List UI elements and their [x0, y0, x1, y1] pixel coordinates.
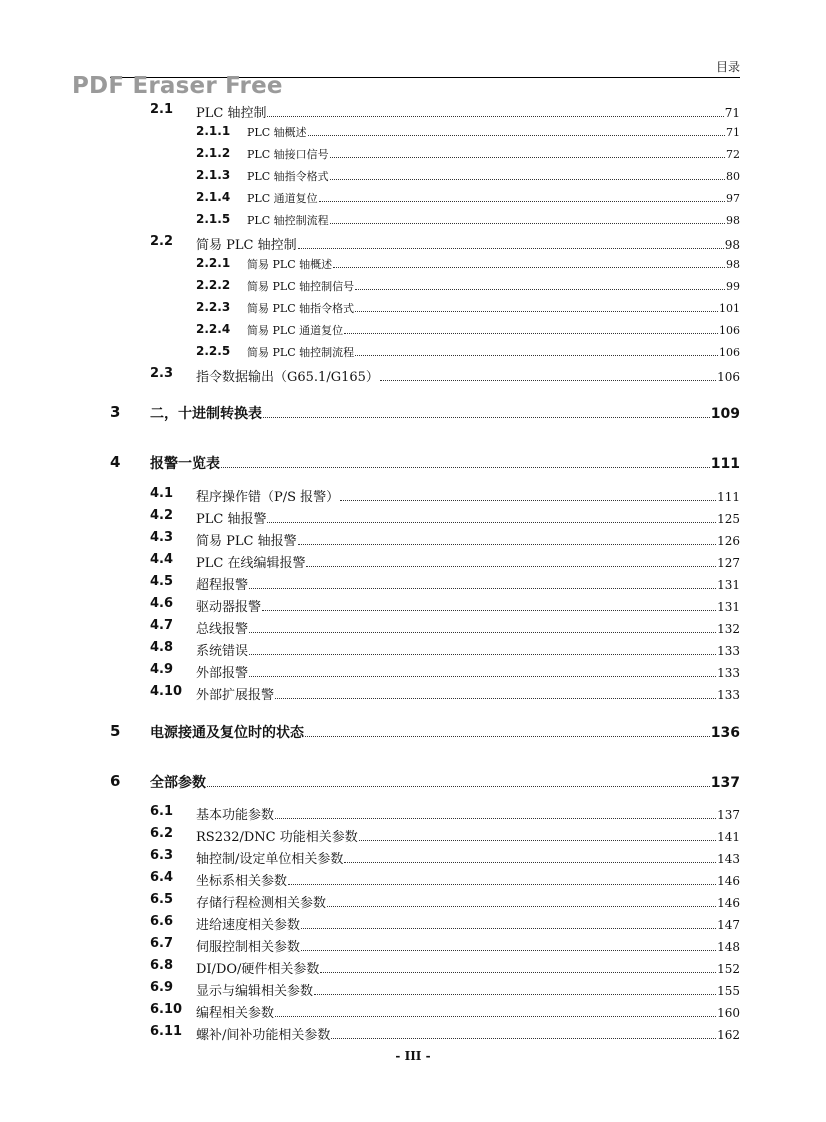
- toc-leader-dots: [301, 918, 716, 929]
- toc-leader-dots: [262, 600, 716, 611]
- toc-leader-dots: [319, 192, 725, 202]
- toc-entry-page: 106: [717, 370, 740, 384]
- toc-leader-dots: [249, 578, 716, 589]
- toc-entry-number: 2.3: [150, 366, 174, 381]
- toc-entry-number: 2.1.5: [196, 212, 231, 226]
- toc-leader-dots: [306, 556, 716, 567]
- toc-entry-number: 2.1.1: [196, 124, 231, 138]
- toc-leader-dots: [331, 1028, 716, 1039]
- toc-entry-number: 6.5: [150, 892, 174, 907]
- header-title: 目录: [715, 60, 740, 74]
- toc-entry-title: 螺补/间补功能相关参数: [196, 1028, 331, 1043]
- toc-entry-page: 146: [717, 896, 740, 910]
- toc-entry[interactable]: [0, 300, 740, 316]
- toc-entry-page: 106: [719, 324, 740, 337]
- toc-entry-page: 111: [710, 456, 740, 472]
- toc-entry-page: 148: [717, 940, 740, 954]
- toc-entry[interactable]: [0, 508, 740, 527]
- toc-entry-title: 二，十进制转换表: [150, 406, 262, 422]
- toc-entry-page: 111: [717, 490, 740, 504]
- toc-entry-title: 全部参数: [150, 775, 206, 791]
- watermark: PDF Eraser Free: [72, 73, 283, 99]
- toc-entry-page: 72: [726, 148, 740, 161]
- toc-entry-page: 160: [717, 1006, 740, 1020]
- toc-entry-number: 6.9: [150, 980, 174, 995]
- toc-entry-title: 简易 PLC 通道复位: [247, 324, 344, 337]
- toc-entry[interactable]: [0, 1002, 740, 1021]
- toc-leader-dots: [320, 962, 716, 973]
- toc-entry-page: 162: [717, 1028, 740, 1042]
- toc-entry-page: 131: [717, 600, 740, 614]
- toc-entry[interactable]: [0, 256, 740, 272]
- toc-entry-page: 147: [717, 918, 740, 932]
- toc-entry[interactable]: [0, 486, 740, 505]
- toc-leader-dots: [333, 258, 725, 268]
- toc-leader-dots: [267, 106, 723, 117]
- toc-entry-number: 2.1.4: [196, 190, 231, 204]
- toc-entry-page: 136: [710, 725, 740, 741]
- toc-entry-page: 98: [726, 214, 740, 227]
- toc-leader-dots: [301, 940, 716, 951]
- toc-entry-number: 6.6: [150, 914, 174, 929]
- toc-leader-dots: [275, 1006, 716, 1017]
- toc-entry[interactable]: [0, 870, 740, 889]
- toc-leader-dots: [298, 238, 724, 249]
- toc-entry-title: PLC 轴接口信号: [247, 148, 329, 161]
- toc-entry[interactable]: [0, 826, 740, 845]
- toc-entry-title: 系统错误: [196, 644, 249, 659]
- toc-entry-page: 155: [717, 984, 740, 998]
- toc-entry-title: PLC 在线编辑报警: [196, 556, 306, 571]
- toc-entry[interactable]: [0, 618, 740, 637]
- toc-entry[interactable]: [0, 596, 740, 615]
- toc-entry-page: 101: [719, 302, 740, 315]
- toc-leader-dots: [288, 874, 716, 885]
- toc-leader-dots: [330, 170, 725, 180]
- toc-entry-number: 3: [110, 403, 121, 421]
- toc-entry-number: 4.4: [150, 552, 174, 567]
- toc-entry-page: 131: [717, 578, 740, 592]
- toc-entry-number: 2.2: [150, 234, 174, 249]
- toc-entry[interactable]: [0, 190, 740, 206]
- toc-entry-page: 152: [717, 962, 740, 976]
- toc-entry[interactable]: [0, 936, 740, 955]
- toc-entry-number: 2.2.3: [196, 300, 231, 314]
- toc-entry-page: 127: [717, 556, 740, 570]
- toc-entry-title: 指令数据输出（G65.1/G165）: [196, 370, 379, 385]
- toc-leader-dots: [327, 896, 716, 907]
- toc-leader-dots: [314, 984, 716, 995]
- toc-entry-title: 基本功能参数: [196, 808, 275, 823]
- toc-entry-title: 超程报警: [196, 578, 249, 593]
- toc-leader-dots: [355, 346, 718, 356]
- toc-entry-title: 简易 PLC 轴报警: [196, 534, 297, 549]
- toc-entry-title: 驱动器报警: [196, 600, 262, 615]
- toc-entry-number: 4.7: [150, 618, 174, 633]
- toc-leader-dots: [380, 370, 716, 381]
- toc-entry[interactable]: [0, 552, 740, 571]
- toc-entry[interactable]: [0, 684, 740, 703]
- toc-leader-dots: [355, 302, 718, 312]
- toc-entry-number: 4.5: [150, 574, 174, 589]
- toc-entry-number: 2.2.4: [196, 322, 231, 336]
- toc-entry-number: 6.2: [150, 826, 174, 841]
- toc-entry-page: 137: [717, 808, 740, 822]
- toc-entry-page: 71: [726, 126, 740, 139]
- toc-entry[interactable]: [0, 892, 740, 911]
- toc-leader-dots: [355, 280, 725, 290]
- toc-entry-page: 133: [717, 666, 740, 680]
- toc-entry-number: 4.9: [150, 662, 174, 677]
- toc-entry-page: 126: [717, 534, 740, 548]
- toc-leader-dots: [249, 666, 716, 677]
- toc-entry-title: PLC 轴控制流程: [247, 214, 329, 227]
- toc-entry-page: 80: [726, 170, 740, 183]
- toc-entry-number: 6.1: [150, 804, 174, 819]
- toc-entry-title: 程序操作错（P/S 报警）: [196, 490, 340, 505]
- toc-entry-title: 简易 PLC 轴控制流程: [247, 346, 355, 359]
- toc-leader-dots: [275, 808, 716, 819]
- toc-entry-title: 外部扩展报警: [196, 688, 275, 703]
- toc-entry-title: DI/DO/硬件相关参数: [196, 962, 320, 977]
- toc-entry[interactable]: [0, 453, 740, 473]
- toc-entry-title: 显示与编辑相关参数: [196, 984, 314, 999]
- toc-entry-number: 5: [110, 722, 121, 740]
- toc-entry-page: 97: [726, 192, 740, 205]
- toc-leader-dots: [207, 774, 710, 787]
- toc-entry-number: 6.10: [150, 1002, 183, 1017]
- toc-entry-title: 轴控制/设定单位相关参数: [196, 852, 344, 867]
- toc-entry[interactable]: [0, 322, 740, 338]
- toc-leader-dots: [249, 622, 716, 633]
- toc-entry[interactable]: [0, 366, 740, 385]
- toc-entry-number: 4.10: [150, 684, 183, 699]
- toc-entry-title: 伺服控制相关参数: [196, 940, 301, 955]
- toc-leader-dots: [344, 852, 716, 863]
- toc-entry-page: 109: [710, 406, 740, 422]
- toc-entry-page: 141: [717, 830, 740, 844]
- toc-entry[interactable]: [0, 234, 740, 253]
- toc-entry-page: 125: [717, 512, 740, 526]
- toc-entry-number: 2.1.3: [196, 168, 231, 182]
- toc-entry-page: 98: [724, 238, 740, 252]
- toc-entry-number: 6: [110, 772, 121, 790]
- toc-entry[interactable]: [0, 403, 740, 423]
- toc-entry-title: PLC 轴概述: [247, 126, 307, 139]
- toc-entry-page: 143: [717, 852, 740, 866]
- toc-entry[interactable]: [0, 124, 740, 140]
- toc-entry-number: 6.7: [150, 936, 174, 951]
- toc-entry-title: 进给速度相关参数: [196, 918, 301, 933]
- toc-entry[interactable]: [0, 914, 740, 933]
- toc-leader-dots: [305, 724, 710, 737]
- toc-leader-dots: [221, 455, 710, 468]
- toc-entry-title: PLC 轴指令格式: [247, 170, 329, 183]
- page-number: - III -: [395, 1049, 431, 1063]
- toc-leader-dots: [298, 534, 717, 545]
- toc-entry-title: 外部报警: [196, 666, 249, 681]
- toc-leader-dots: [275, 688, 716, 699]
- toc-entry-number: 4: [110, 453, 121, 471]
- toc-entry-title: 简易 PLC 轴概述: [247, 258, 333, 271]
- toc-leader-dots: [263, 405, 710, 418]
- toc-entry-page: 133: [717, 644, 740, 658]
- toc-entry[interactable]: [0, 722, 740, 742]
- toc-entry[interactable]: [0, 640, 740, 659]
- toc-entry-number: 4.8: [150, 640, 174, 655]
- toc-entry-page: 146: [717, 874, 740, 888]
- toc-entry-title: PLC 轴报警: [196, 512, 267, 527]
- toc-entry-page: 137: [710, 775, 740, 791]
- toc-entry-title: PLC 通道复位: [247, 192, 318, 205]
- toc-entry[interactable]: [0, 212, 740, 228]
- toc-entry-title: 简易 PLC 轴控制信号: [247, 280, 355, 293]
- toc-leader-dots: [330, 148, 725, 158]
- toc-entry-number: 4.6: [150, 596, 174, 611]
- toc-entry-title: 存储行程检测相关参数: [196, 896, 327, 911]
- toc-entry-number: 6.8: [150, 958, 174, 973]
- toc-entry-title: 总线报警: [196, 622, 249, 637]
- toc-entry[interactable]: [0, 168, 740, 184]
- toc-leader-dots: [340, 490, 716, 501]
- toc-entry-page: 71: [724, 106, 740, 120]
- toc-entry-number: 2.2.5: [196, 344, 231, 358]
- toc-leader-dots: [359, 830, 716, 841]
- toc-entry[interactable]: [0, 662, 740, 681]
- toc-entry-number: 2.2.1: [196, 256, 231, 270]
- toc-entry[interactable]: [0, 804, 740, 823]
- toc-entry-page: 106: [719, 346, 740, 359]
- toc-entry-number: 4.2: [150, 508, 174, 523]
- toc-entry-title: 电源接通及复位时的状态: [150, 725, 304, 741]
- toc-entry[interactable]: [0, 1024, 740, 1043]
- toc-entry-title: 简易 PLC 轴控制: [196, 238, 297, 253]
- toc-leader-dots: [344, 324, 718, 334]
- toc-leader-dots: [267, 512, 716, 523]
- toc-leader-dots: [330, 214, 725, 224]
- toc-entry-page: 99: [726, 280, 740, 293]
- toc-entry-number: 4.3: [150, 530, 174, 545]
- toc-entry-page: 98: [726, 258, 740, 271]
- toc-entry-page: 132: [717, 622, 740, 636]
- toc-entry-title: 坐标系相关参数: [196, 874, 288, 889]
- toc-entry[interactable]: [0, 102, 740, 121]
- toc-entry-title: 报警一览表: [150, 456, 220, 472]
- toc-entry-page: 133: [717, 688, 740, 702]
- toc-entry-number: 4.1: [150, 486, 174, 501]
- toc-entry[interactable]: [0, 344, 740, 360]
- toc-entry-number: 2.1.2: [196, 146, 231, 160]
- toc-entry[interactable]: [0, 278, 740, 294]
- toc-entry-number: 6.3: [150, 848, 174, 863]
- toc-entry[interactable]: [0, 848, 740, 867]
- toc-leader-dots: [249, 644, 716, 655]
- toc-entry[interactable]: [0, 530, 740, 549]
- toc-entry-number: 2.2.2: [196, 278, 231, 292]
- toc-entry-number: 2.1: [150, 102, 174, 117]
- toc-entry[interactable]: [0, 574, 740, 593]
- toc-entry[interactable]: [0, 980, 740, 999]
- toc-entry-title: RS232/DNC 功能相关参数: [196, 830, 358, 845]
- toc-entry-number: 6.11: [150, 1024, 183, 1039]
- toc-entry-title: 简易 PLC 轴指令格式: [247, 302, 355, 315]
- toc-entry[interactable]: [0, 772, 740, 792]
- toc-entry-title: PLC 轴控制: [196, 106, 267, 121]
- toc-entry[interactable]: [0, 146, 740, 162]
- toc-entry[interactable]: [0, 958, 740, 977]
- toc-entry-number: 6.4: [150, 870, 174, 885]
- toc-entry-title: 编程相关参数: [196, 1006, 275, 1021]
- toc-leader-dots: [308, 126, 725, 136]
